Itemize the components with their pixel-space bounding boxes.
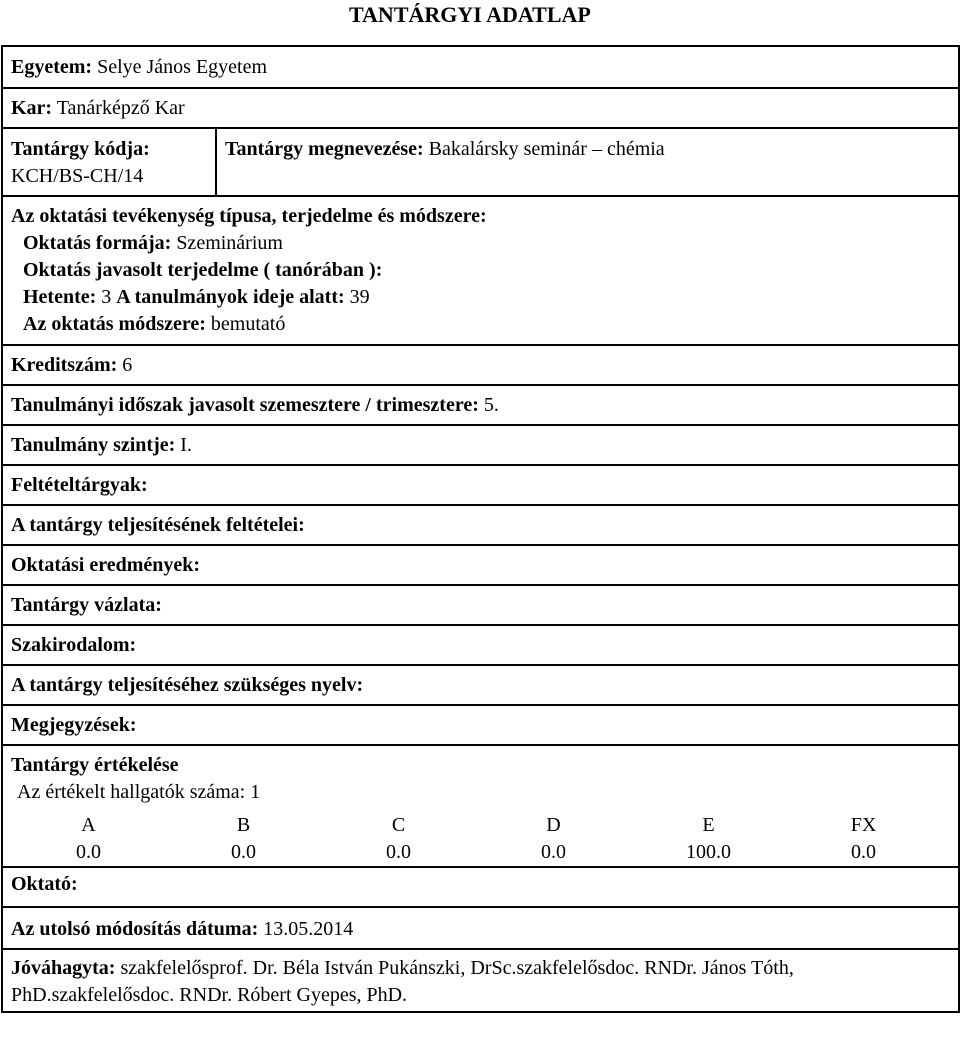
level-row — [2, 425, 959, 465]
course-data-sheet — [1, 45, 960, 1013]
method-value: bemutató — [210, 313, 286, 335]
approved-row — [2, 949, 959, 1012]
faculty-label: Kar: — [11, 97, 53, 119]
evaluation-section — [2, 745, 959, 867]
semester-label: Tanulmányi időszak javasolt szemesztere / trimesztere: — [11, 394, 479, 416]
method-label: Az oktatás módszere: — [23, 313, 206, 335]
activity-form — [11, 230, 958, 257]
prerequisites-label: Feltételtárgyak: — [11, 474, 148, 496]
conditions-row — [2, 505, 959, 545]
level-value: I. — [180, 434, 192, 456]
outcomes-label: Oktatási eredmények: — [11, 554, 201, 576]
approved-label: Jóváhagyta: — [11, 957, 116, 979]
literature-label: Szakirodalom: — [11, 634, 137, 656]
grade-header: E — [702, 814, 715, 836]
activity-hours — [11, 284, 958, 311]
lecturer-label: Oktató: — [11, 873, 78, 895]
outline-label: Tantárgy vázlata: — [11, 594, 162, 616]
grade-value: 0.0 — [76, 841, 101, 863]
weekly-label: Hetente: — [23, 286, 97, 308]
credits-label: Kreditszám: — [11, 354, 118, 376]
lecturer-row — [2, 867, 959, 907]
evaluation-count — [11, 779, 958, 806]
grade-header: C — [391, 814, 406, 836]
activity-method — [11, 311, 958, 338]
grade-value: 0.0 — [541, 841, 566, 863]
activity-scope-label: Oktatás javasolt terjedelme ( tanórában ): — [23, 259, 383, 281]
grade-header: D — [546, 814, 561, 836]
university-value: Selye János Egyetem — [97, 56, 268, 78]
prerequisites-row — [2, 465, 959, 505]
literature-row — [2, 625, 959, 665]
credits-row — [2, 345, 959, 385]
activity-form-label: Oktatás formája: — [23, 232, 172, 254]
language-row — [2, 665, 959, 705]
grade-header: B — [236, 814, 251, 836]
last-modified-label: Az utolsó módosítás dátuma: — [11, 918, 259, 940]
faculty-row — [2, 88, 959, 128]
semester-value: 5. — [483, 394, 499, 416]
language-label: A tantárgy teljesítéséhez szükséges nyelv: — [11, 674, 364, 696]
notes-row — [2, 705, 959, 745]
course-code-value: KCH/BS-CH/14 — [11, 165, 144, 187]
course-name-cell — [216, 128, 959, 196]
evaluation-heading: Tantárgy értékelése — [11, 754, 179, 776]
university-label: Egyetem: — [11, 56, 93, 78]
activity-scope — [11, 257, 958, 284]
credits-value: 6 — [122, 354, 133, 376]
grade-header-row — [11, 812, 941, 839]
semester-row — [2, 385, 959, 425]
last-modified-value: 13.05.2014 — [263, 918, 354, 940]
activity-heading: Az oktatási tevékenység típusa, terjedelme és módszere: — [11, 205, 487, 227]
total-value: 39 — [349, 286, 370, 308]
level-label: Tanulmány szintje: — [11, 434, 176, 456]
evaluation-count-value: 1 — [250, 781, 261, 803]
outline-row — [2, 585, 959, 625]
university-row — [2, 46, 959, 88]
last-modified-row — [2, 907, 959, 949]
course-code-label: Tantárgy kódja: — [11, 138, 150, 160]
activity-form-value: Szeminárium — [176, 232, 283, 254]
grade-value: 0.0 — [231, 841, 256, 863]
outcomes-row — [2, 545, 959, 585]
course-code-cell — [2, 128, 216, 196]
activity-section — [2, 196, 959, 345]
notes-label: Megjegyzések: — [11, 714, 137, 736]
total-label: A tanulmányok ideje alatt: — [116, 286, 345, 308]
faculty-value: Tanárképző Kar — [56, 97, 185, 119]
grade-value-row — [11, 839, 941, 866]
course-name-value: Bakalársky seminár – chémia — [428, 138, 665, 160]
grade-table — [11, 812, 941, 866]
weekly-value: 3 — [101, 286, 112, 308]
grade-value: 0.0 — [386, 841, 411, 863]
evaluation-count-label: Az értékelt hallgatók száma: — [17, 781, 246, 803]
course-name-label: Tantárgy megnevezése: — [225, 138, 424, 160]
document-title: TANTÁRGYI ADATLAP — [349, 2, 591, 27]
conditions-label: A tantárgy teljesítésének feltételei: — [11, 514, 305, 536]
grade-value: 0.0 — [851, 841, 876, 863]
grade-header: FX — [850, 814, 877, 836]
approved-value: szakfelelősprof. Dr. Béla István Pukánszki, DrSc.szakfelelősdoc. RNDr. János Tóth, PhD.szakfelelősdoc. RNDr. Róbert Gyepes, PhD. — [11, 957, 794, 1006]
grade-header: A — [81, 814, 96, 836]
grade-value: 100.0 — [686, 841, 731, 863]
